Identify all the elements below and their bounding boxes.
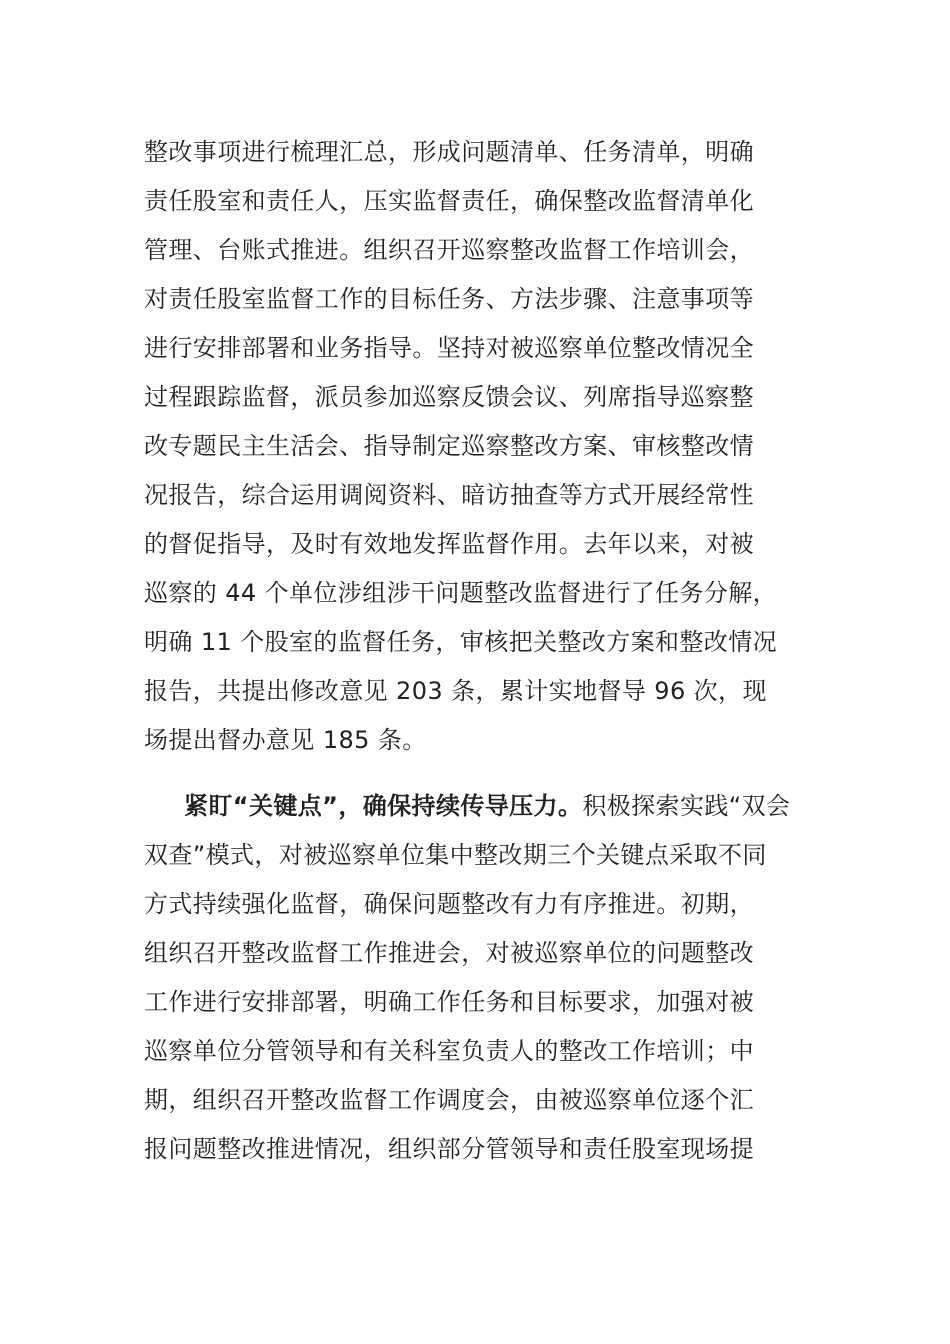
paragraph-line: 双查”模式，对被巡察单位集中整改期三个关键点采取不同 — [144, 841, 767, 869]
paragraph-line: 方式持续强化监督，确保问题整改有力有序推进。初期， — [144, 890, 754, 918]
paragraph-1 — [144, 128, 808, 765]
paragraph-first-line — [144, 782, 808, 831]
paragraph-line: 管理、台账式推进。组织召开巡察整改监督工作培训会， — [144, 236, 754, 264]
paragraph-first-line-text: 积极探索实践“双会 — [582, 792, 791, 820]
paragraph-2 — [144, 782, 808, 1174]
paragraph-line: 工作进行安排部署，明确工作任务和目标要求，加强对被 — [144, 988, 754, 1016]
paragraph-line: 过程跟踪监督，派员参加巡察反馈会议、列席指导巡察整 — [144, 383, 754, 411]
paragraph-line: 的督促指导，及时有效地发挥监督作用。去年以来，对被 — [144, 530, 754, 558]
paragraph-line: 报问题整改推进情况，组织部分管领导和责任股室现场提 — [144, 1135, 754, 1163]
paragraph-line: 巡察单位分管领导和有关科室负责人的整改工作培训；中 — [144, 1037, 754, 1065]
paragraph-line: 责任股室和责任人，压实监督责任，确保整改监督清单化 — [144, 187, 754, 215]
paragraph-line: 报告，共提出修改意见 203 条，累计实地督导 96 次，现 — [144, 677, 767, 705]
paragraph-line: 场提出督办意见 185 条。 — [144, 726, 427, 754]
paragraph-line: 改专题民主生活会、指导制定巡察整改方案、审核整改情 — [144, 432, 754, 460]
paragraph-heading: 紧盯“关键点”，确保持续传导压力。 — [184, 792, 583, 820]
paragraph-line: 进行安排部署和业务指导。坚持对被巡察单位整改情况全 — [144, 334, 754, 362]
paragraph-line: 期，组织召开整改监督工作调度会，由被巡察单位逐个汇 — [144, 1086, 754, 1114]
paragraph-line: 对责任股室监督工作的目标任务、方法步骤、注意事项等 — [144, 285, 754, 313]
paragraph-line: 明确 11 个股室的监督任务，审核把关整改方案和整改情况 — [144, 628, 777, 656]
paragraph-line: 况报告，综合运用调阅资料、暗访抽查等方式开展经常性 — [144, 481, 754, 509]
paragraph-line: 整改事项进行梳理汇总，形成问题清单、任务清单，明确 — [144, 138, 754, 166]
paragraph-line: 巡察的 44 个单位涉组涉干问题整改监督进行了任务分解， — [144, 579, 777, 607]
paragraph-line: 组织召开整改监督工作推进会，对被巡察单位的问题整改 — [144, 939, 754, 967]
